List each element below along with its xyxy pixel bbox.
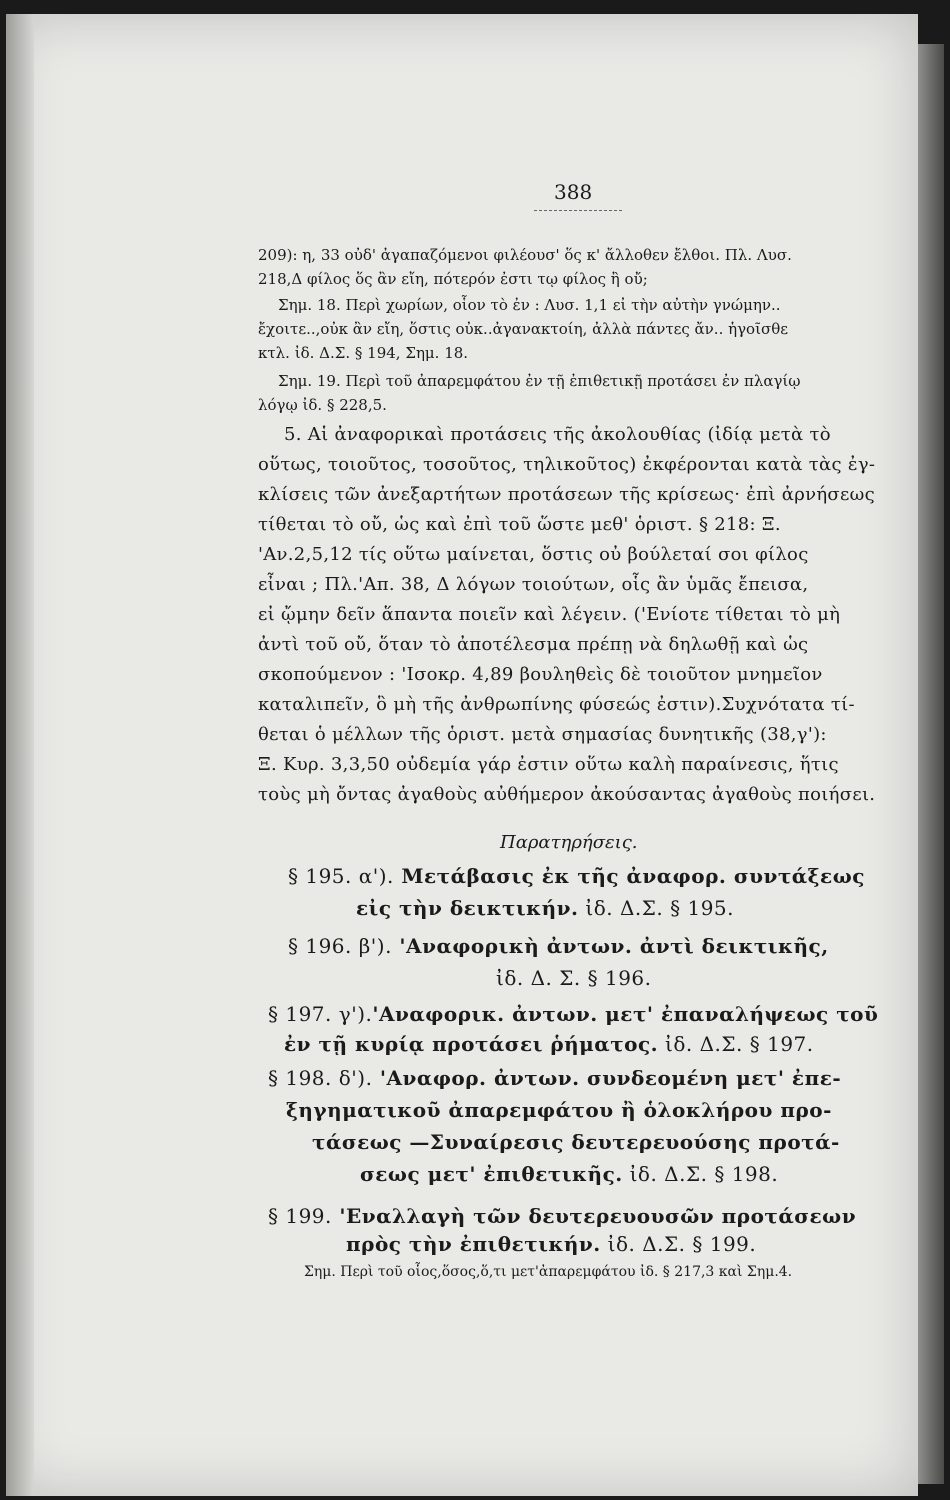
text-line: λόγῳ ἰδ. § 228,5. <box>258 396 387 414</box>
book-page <box>6 14 918 1496</box>
note-line: ἰδ. Δ. Σ. § 196. <box>496 966 652 990</box>
text-line: τοὺς μὴ ὄντας ἀγαθοὺς αὐθήμερον ἀκούσαντας ἀγαθοὺς ποιήσει. <box>258 784 876 805</box>
text-line: κλίσεις τῶν ἀνεξαρτήτων προτάσεων τῆς κρίσεως· ἐπὶ ἀρνήσεως <box>258 484 875 505</box>
text-line: Σημ. 18. Περὶ χωρίων, οἷον τὸ ἐν : Λυσ. 1,1 εἰ τὴν αὐτὴν γνώμην.. <box>278 296 781 314</box>
note-line: πρὸς τὴν ἐπιθετικήν. ἰδ. Δ.Σ. § 199. <box>346 1232 757 1256</box>
text-line: 5. Αἱ ἀναφορικαὶ προτάσεις τῆς ἀκολουθίας (ἰδίᾳ μετὰ τὸ <box>284 424 831 445</box>
text-line: σκοπούμενον : 'Ισοκρ. 4,89 βουληθεὶς δὲ τοιοῦτον μνημεῖον <box>258 664 823 685</box>
note-line: § 197. γ').'Αναφορικ. ἀντων. μετ' ἐπαναλήψεως τοῦ <box>268 1002 879 1026</box>
note-line: § 195. α'). Μετάβασις ἐκ τῆς ἀναφορ. συντάξεως <box>288 864 865 888</box>
text-line: 209): η, 33 οὐδ' ἀγαπαζόμενοι φιλέουσ' ὅς κ' ἄλλοθεν ἔλθοι. Πλ. Λυσ. <box>258 246 792 264</box>
page-number: 388 <box>554 180 593 204</box>
text-line: θεται ὁ μέλλων τῆς ὁριστ. μετὰ σημασίας δυνητικῆς (38,γ'): <box>258 724 827 745</box>
note-line: σεως μετ' ἐπιθετικῆς. ἰδ. Δ.Σ. § 198. <box>360 1162 779 1186</box>
note-line: § 196. β'). 'Αναφορικὴ ἀντων. ἀντὶ δεικτικῆς, <box>288 934 829 958</box>
note-line: ἐν τῇ κυρίᾳ προτάσει ῥήματος. ἰδ. Δ.Σ. § 197. <box>284 1032 814 1056</box>
section-subheading: Παρατηρήσεις. <box>500 832 638 853</box>
note-line: ξηγηματικοῦ ἀπαρεμφάτου ἢ ὁλοκλήρου προ- <box>286 1098 832 1122</box>
text-line: Ξ. Κυρ. 3,3,50 οὐδεμία γάρ ἐστιν οὕτω καλὴ παραίνεσις, ἥτις <box>258 754 839 775</box>
text-line: κτλ. ἰδ. Δ.Σ. § 194, Σημ. 18. <box>258 344 469 362</box>
binding-gutter <box>6 14 34 1496</box>
text-line: καταλιπεῖν, ὃ μὴ τῆς ἀνθρωπίνης φύσεώς ἐστιν).Συχνότατα τί- <box>258 694 855 715</box>
note-line: § 199. 'Εναλλαγὴ τῶν δευτερευουσῶν προτάσεων <box>268 1204 857 1228</box>
text-line: 218,Δ φίλος ὅς ἂν εἴη, πότερόν ἐστι τῳ φίλος ἢ οὔ; <box>258 270 648 288</box>
text-line: εἶναι ; Πλ.'Απ. 38, Δ λόγων τοιούτων, οἷς ἂν ὑμᾶς ἔπεισα, <box>258 574 809 595</box>
text-line: οὕτως, τοιοῦτος, τοσοῦτος, τηλικοῦτος) ἐκφέρονται κατὰ τὰς ἐγ- <box>258 454 876 475</box>
header-rule <box>534 210 622 211</box>
text-line: εἰ ᾤμην δεῖν ἅπαντα ποιεῖν καὶ λέγειν. ('Ενίοτε τίθεται τὸ μὴ <box>258 604 841 625</box>
text-line: ἀντὶ τοῦ οὔ, ὅταν τὸ ἀποτέλεσμα πρέπῃ νὰ δηλωθῇ καὶ ὡς <box>258 634 809 655</box>
page-edge <box>918 44 944 1484</box>
footnote: Σημ. Περὶ τοῦ οἷος,ὅσος,ὅ,τι μετ'ἀπαρεμφάτου ἰδ. § 217,3 καὶ Σημ.4. <box>304 1264 793 1280</box>
note-line: § 198. δ'). 'Αναφορ. ἀντων. συνδεομένη μετ' ἐπε- <box>268 1066 842 1090</box>
note-line: εἰς τὴν δεικτικήν. ἰδ. Δ.Σ. § 195. <box>356 896 734 920</box>
note-line: τάσεως —Συναίρεσις δευτερευούσης προτά- <box>312 1130 840 1154</box>
text-line: Σημ. 19. Περὶ τοῦ ἀπαρεμφάτου ἐν τῇ ἐπιθετικῇ προτάσει ἐν πλαγίῳ <box>278 372 801 390</box>
text-line: ἔχοιτε..,οὐκ ἂν εἴη, ὅστις οὐκ..ἀγανακτοίη, ἀλλὰ πάντες ἄν.. ἡγοῖσθε <box>258 320 789 338</box>
text-line: 'Αν.2,5,12 τίς οὕτω μαίνεται, ὅστις οὐ βούλεταί σοι φίλος <box>258 544 809 565</box>
text-line: τίθεται τὸ οὔ, ὡς καὶ ἐπὶ τοῦ ὥστε μεθ' ὁριστ. § 218: Ξ. <box>258 514 781 535</box>
